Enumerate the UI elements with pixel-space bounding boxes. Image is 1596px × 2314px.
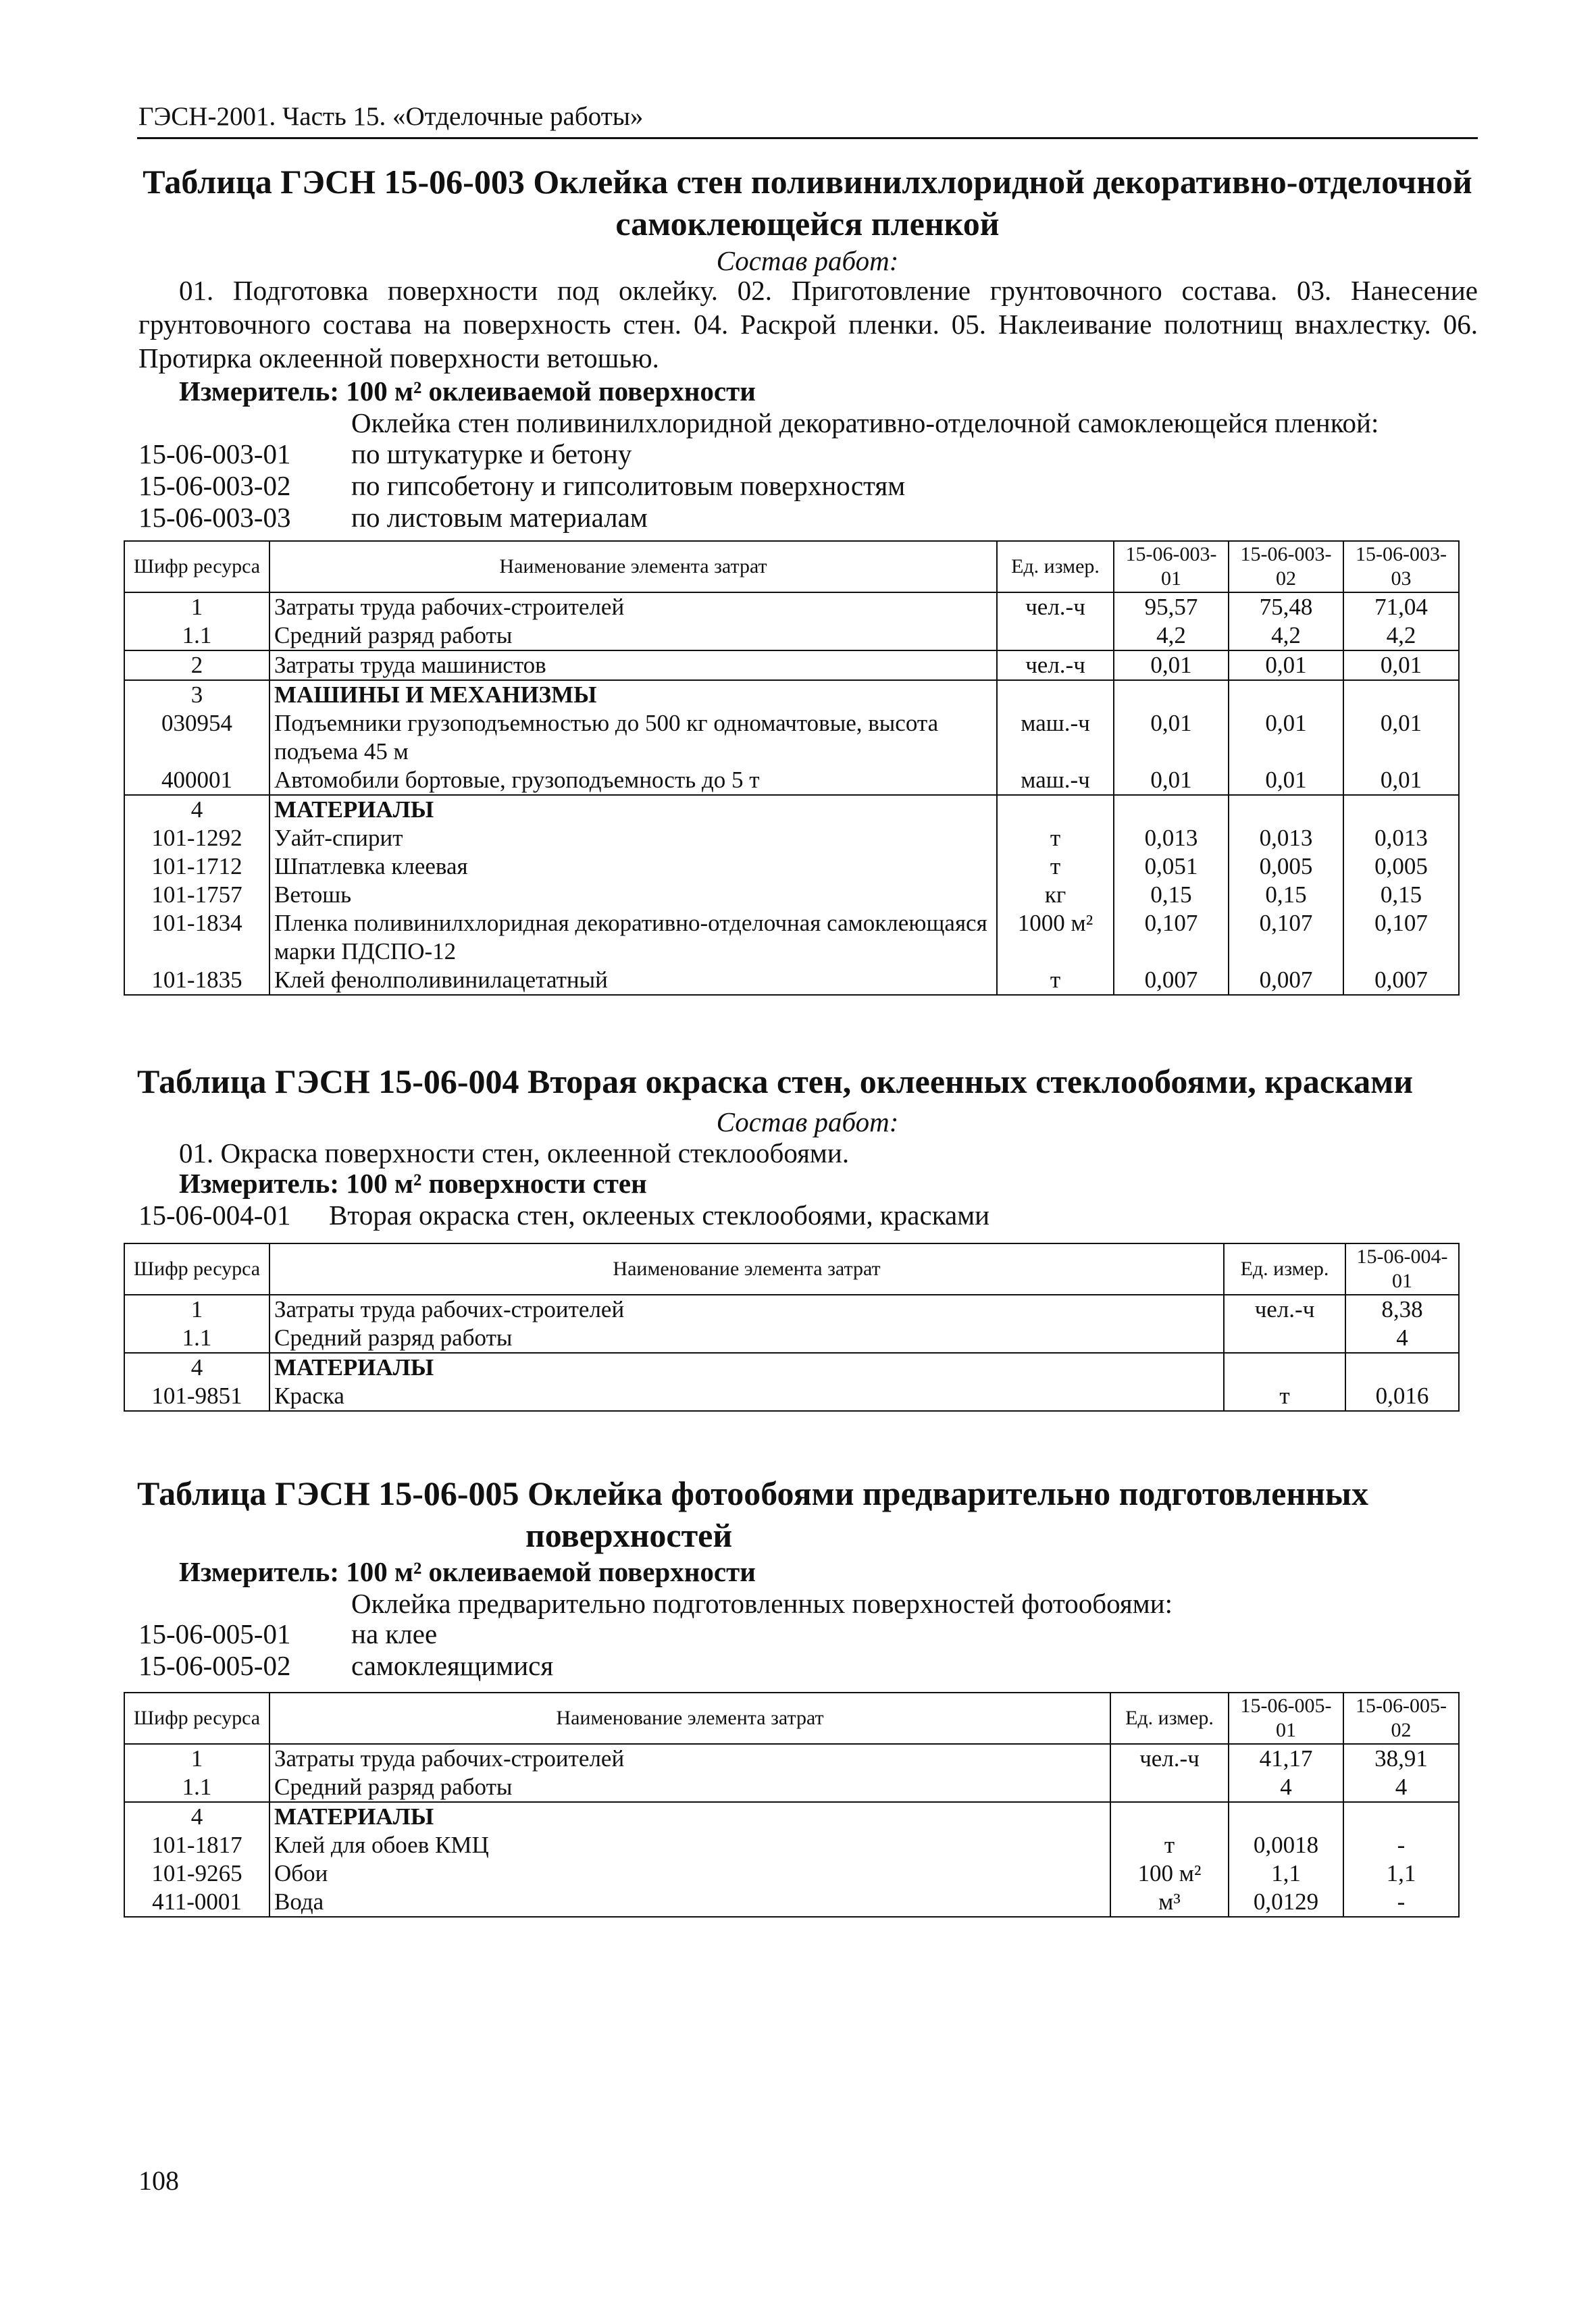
variant-code: 15-06-003-03 — [138, 502, 291, 533]
table-row: 101-9851 Краска т 0,016 — [124, 1382, 1459, 1411]
table-row: 1.1 Средний разряд работы 4 — [124, 1324, 1459, 1353]
table-row: 101-1712 Шпатлевка клеевая т 0,051 0,005 0,005 — [124, 852, 1459, 881]
header-col-1: 15-06-003-01 — [1114, 541, 1229, 592]
resource-table-005 — [124, 1692, 1460, 1918]
table-row: 4 МАТЕРИАЛЫ — [124, 1353, 1459, 1382]
table-row: 1 Затраты труда рабочих-строителей чел.-ч 8,38 — [124, 1295, 1459, 1324]
table-row: 101-1292 Уайт-спирит т 0,013 0,013 0,013 — [124, 824, 1459, 852]
header-name: Наименование элемента затрат — [269, 1693, 1110, 1744]
table-row: 030954 Подъемники грузоподъемностью до 500 кг одномачтовые, высота подъема 45 м маш.-ч 0,01 0,01 0,01 — [124, 709, 1459, 766]
variant-text: по гипсобетону и гипсолитовым поверхностям — [351, 470, 906, 501]
header-name: Наименование элемента затрат — [269, 541, 997, 592]
table-row: 101-1834 Пленка поливинилхлоридная декоративно-отделочная самоклеющаяся марки ПДСПО-12 1000 м² 0,107 0,107 0,107 — [124, 909, 1459, 966]
table-row: 101-1835 Клей фенолполивинилацетатный т 0,007 0,007 0,007 — [124, 966, 1459, 995]
table-row: 2 Затраты труда машинистов чел.-ч 0,01 0,01 0,01 — [124, 650, 1459, 680]
variant-text: по штукатурке и бетону — [351, 438, 632, 469]
table-row: 4 МАТЕРИАЛЫ — [124, 795, 1459, 824]
header-unit: Ед. измер. — [1110, 1693, 1229, 1744]
table-row: 400001 Автомобили бортовые, грузоподъемность до 5 т маш.-ч 0,01 0,01 0,01 — [124, 766, 1459, 795]
table-005-title-line2: поверхностей — [525, 1516, 733, 1554]
table-003-title-line2: самоклеющейся пленкой — [615, 205, 1000, 242]
variant-text: на клее — [351, 1618, 438, 1649]
variant-code: 15-06-003-01 — [138, 438, 291, 469]
table-004-meter: Измеритель: 100 м² поверхности стен — [179, 1168, 647, 1199]
table-row: 1.1 Средний разряд работы 4 4 — [124, 1773, 1459, 1802]
table-005-title — [137, 1472, 1478, 1556]
table-005-intro: Оклейка предварительно подготовленных поверхностей фотообоями: — [351, 1588, 1173, 1619]
header-unit: Ед. измер. — [1224, 1243, 1345, 1295]
table-003-meter: Измеритель: 100 м² оклеиваемой поверхности — [179, 376, 756, 407]
variant-code: 15-06-005-01 — [138, 1618, 291, 1649]
table-004-works-text: 01. Окраска поверхности стен, оклеенной стеклообоями. — [179, 1137, 850, 1168]
table-003-intro: Оклейка стен поливинилхлоридной декоративно-отделочной самоклеющейся пленкой: — [351, 407, 1379, 438]
header-code: Шифр ресурса — [124, 541, 269, 592]
variant-text: Вторая окраска стен, оклееных стеклообоями, красками — [329, 1200, 990, 1231]
table-row: 1.1 Средний разряд работы 4,2 4,2 4,2 — [124, 621, 1459, 650]
variant-code: 15-06-005-02 — [138, 1650, 291, 1681]
header-col-2: 15-06-003-02 — [1229, 541, 1343, 592]
table-row: 101-1757 Ветошь кг 0,15 0,15 0,15 — [124, 881, 1459, 909]
header-col-2: 15-06-005-02 — [1343, 1693, 1459, 1744]
variant-text: самоклеящимися — [351, 1650, 554, 1681]
table-row: 1 Затраты труда рабочих-строителей чел.-ч 41,17 38,91 — [124, 1744, 1459, 1773]
page-number: 108 — [138, 2165, 179, 2196]
header-col-1: 15-06-005-01 — [1229, 1693, 1343, 1744]
table-row: 3 МАШИНЫ И МЕХАНИЗМЫ — [124, 680, 1459, 709]
table-003-title-line1: Таблица ГЭСН 15-06-003 Оклейка стен поливинилхлоридной декоративно-отделочной — [143, 163, 1472, 201]
table-004-works-caption: Состав работ: — [716, 1106, 899, 1137]
table-003-title — [137, 161, 1478, 245]
variant-text: по листовым материалам — [351, 502, 648, 533]
resource-table-003 — [124, 540, 1460, 996]
table-row: 101-1817 Клей для обоев КМЦ т 0,0018 - — [124, 1831, 1459, 1859]
table-row: 101-9265 Обои 100 м² 1,1 1,1 — [124, 1859, 1459, 1888]
table-row: 411-0001 Вода м³ 0,0129 - — [124, 1888, 1459, 1917]
table-row: 4 МАТЕРИАЛЫ — [124, 1802, 1459, 1831]
table-row: 1 Затраты труда рабочих-строителей чел.-ч 95,57 75,48 71,04 — [124, 592, 1459, 621]
header-name: Наименование элемента затрат — [269, 1243, 1224, 1295]
table-005-meter: Измеритель: 100 м² оклеиваемой поверхности — [179, 1556, 756, 1587]
variant-code: 15-06-003-02 — [138, 470, 291, 501]
header-col-1: 15-06-004-01 — [1345, 1243, 1459, 1295]
header-divider — [137, 137, 1478, 139]
header-col-3: 15-06-003-03 — [1343, 541, 1459, 592]
header-code: Шифр ресурса — [124, 1693, 269, 1744]
resource-table-004 — [124, 1243, 1460, 1412]
header-code: Шифр ресурса — [124, 1243, 269, 1295]
header-unit: Ед. измер. — [997, 541, 1114, 592]
table-003-works-caption: Состав работ: — [716, 245, 899, 276]
table-004-title: Таблица ГЭСН 15-06-004 Вторая окраска стен, оклеенных стеклообоями, красками — [137, 1062, 1414, 1100]
variant-code: 15-06-004-01 — [138, 1200, 291, 1231]
table-003-works-text: 01. Подготовка поверхности под оклейку. 02. Приготовление грунтовочного состава. 03. Нанесение грунтовочного состава на поверхность стен. 04. Раскрой пленки. 05. Наклеивание полотнищ внахлестку. 06. Протирка оклеенной поверхности ветошью. — [138, 275, 1478, 374]
page-header: ГЭСН-2001. Часть 15. «Отделочные работы» — [138, 102, 644, 131]
table-005-title-line1: Таблица ГЭСН 15-06-005 Оклейка фотообоями предварительно подготовленных — [137, 1474, 1368, 1512]
